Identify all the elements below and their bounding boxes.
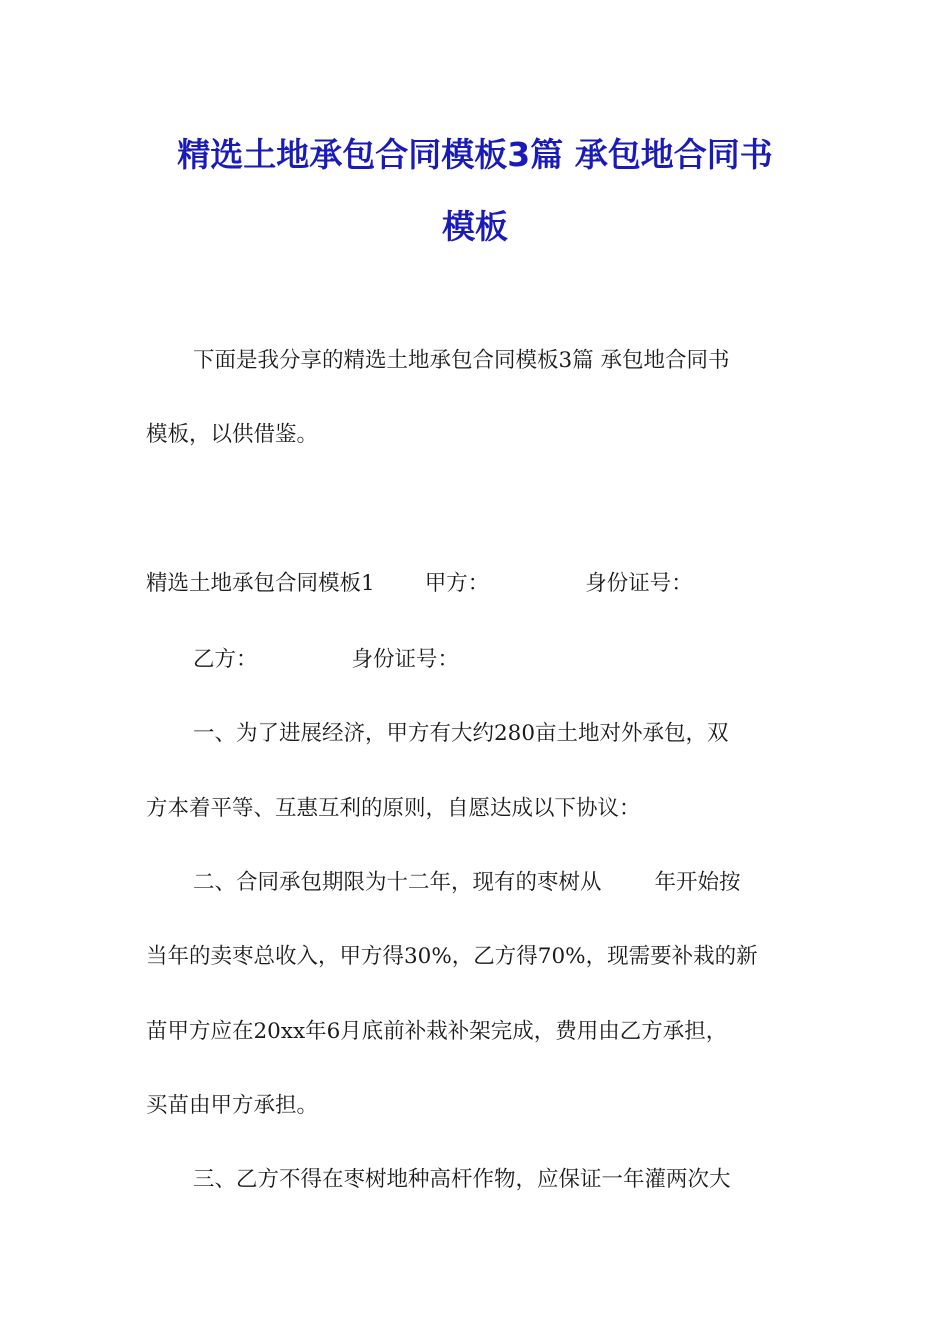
contract-heading-row (146, 569, 693, 599)
clause-2-line-2: 当年的卖枣总收入，甲方得30%，乙方得70%，现需要补栽的新 (146, 944, 758, 969)
document-title-line-1: 精选土地承包合同模板3篇 承包地合同书 (177, 135, 773, 174)
party-b-label: 乙方： (193, 647, 258, 672)
clause-1-line-2: 方本着平等、互惠互利的原则，自愿达成以下协议： (146, 796, 641, 821)
clause-2-line-1a: 二、合同承包期限为十二年，现有的枣树从 (193, 870, 602, 895)
intro-line-1: 下面是我分享的精选土地承包合同模板3篇 承包地合同书 (193, 348, 730, 373)
party-a-label: 甲方： (424, 571, 490, 596)
clause-2-line-3: 苗甲方应在20xx年6月底前补栽补架完成，费用由乙方承担， (146, 1019, 728, 1044)
party-b-id-label: 身份证号： (351, 647, 460, 672)
contract-1-heading: 精选土地承包合同模板1 (146, 571, 375, 596)
clause-2-line-1b: 年开始按 (654, 870, 741, 895)
clause-2-line-4: 买苗由甲方承担。 (146, 1093, 319, 1118)
intro-line-2: 模板，以供借鉴。 (146, 422, 319, 447)
clause-2-line-1 (193, 868, 741, 898)
party-b-row (193, 645, 459, 675)
document-title-line-2: 模板 (442, 207, 508, 246)
clause-1-line-1: 一、为了进展经济，甲方有大约280亩土地对外承包，双 (193, 721, 729, 746)
party-a-id-label: 身份证号： (585, 571, 693, 596)
clause-3-line-1: 三、乙方不得在枣树地种高杆作物，应保证一年灌两次大 (193, 1167, 731, 1192)
